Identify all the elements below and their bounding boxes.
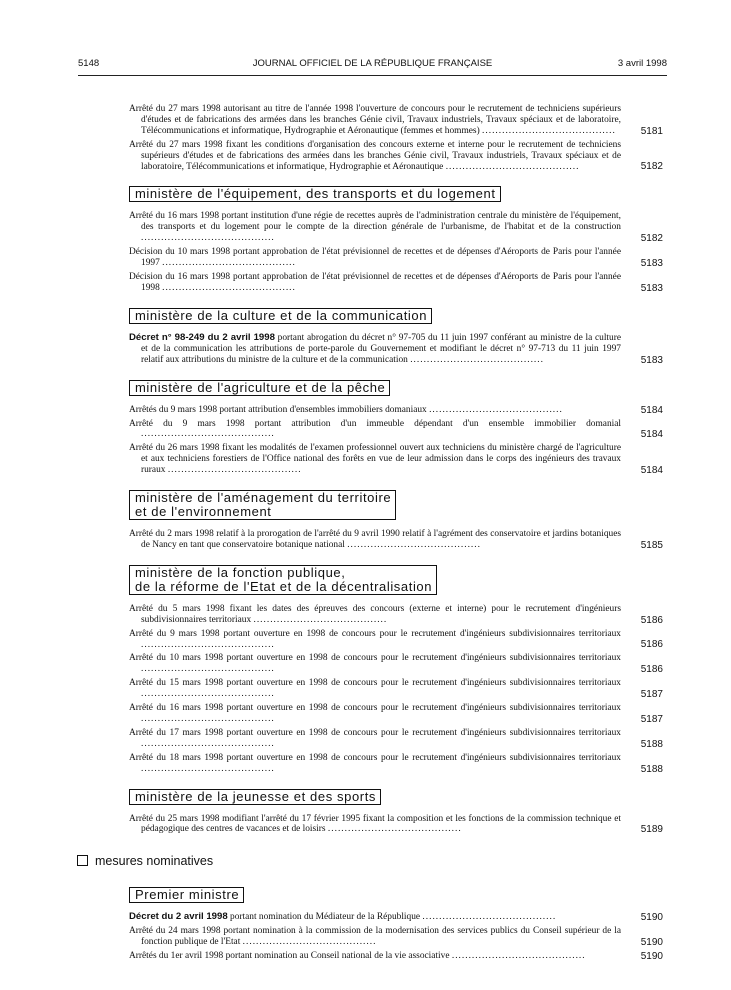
toc-entry <box>129 405 663 416</box>
dot-leader: ........................................ <box>327 824 462 835</box>
entry-title: portant abrogation du décret n° 97-705 du 11 juin 1997 conférant au ministre de la culture et de la communication les attributions de porte-parole du Gouvernement et modifiant le décret n° 97-713 du 11 juin 1997 relatif aux attributions du ministre de la culture et de la communication <box>141 332 621 365</box>
entry-text <box>129 272 621 294</box>
issue-date: 3 avril 1998 <box>617 58 667 69</box>
entry-text <box>129 211 621 244</box>
entry-text <box>129 333 621 366</box>
ministry-heading-line: et de l'environnement <box>135 504 272 520</box>
entry-lead: Décret du 2 avril 1998 <box>129 912 228 923</box>
dot-leader: ........................................ <box>429 404 563 415</box>
entry-title: Arrêté du 2 mars 1998 relatif à la prorogation de l'arrêté du 9 avril 1990 relatif à l'agrément des conservatoire et jardins botaniques de Nancy en tant que conservatoire botanique national <box>129 529 621 550</box>
ministry-heading <box>129 789 381 805</box>
toc-entry <box>129 753 663 775</box>
entry-page-number: 5182 <box>640 161 663 173</box>
entry-text <box>129 728 621 750</box>
entry-title: Décision du 10 mars 1998 portant approbation de l'état prévisionnel de recettes et de dépenses d'Aéroports de Paris pour l'année 1997 <box>129 247 621 269</box>
entry-text <box>129 678 621 700</box>
table-of-contents <box>129 104 663 838</box>
toc-entry <box>129 443 663 476</box>
toc-entry <box>129 211 663 244</box>
section-title: mesures nominatives <box>95 854 214 868</box>
entry-page-number: 5184 <box>640 465 663 477</box>
toc-entry <box>129 814 663 836</box>
entry-title: portant nomination du Médiateur de la République <box>227 912 423 923</box>
ministry-heading <box>129 308 432 324</box>
entry-page-number: 5190 <box>640 950 663 962</box>
toc-entry <box>129 604 663 626</box>
dot-leader: ........................................ <box>242 936 377 947</box>
toc-entry <box>129 926 663 948</box>
entry-title: Arrêté du 9 mars 1998 portant ouverture en 1998 de concours pour le recrutement d'ingénieurs subdivisionnaires territoriaux <box>129 628 621 639</box>
entry-title: Arrêté du 16 mars 1998 portant ouverture en 1998 de concours pour le recrutement d'ingénieurs subdivisionnaires territoriaux <box>129 703 621 714</box>
entry-text <box>129 814 621 836</box>
entry-lead: Décret n° 98-249 du 2 avril 1998 <box>129 332 275 343</box>
dot-leader: ........................................ <box>482 125 616 136</box>
entry-title: Arrêté du 15 mars 1998 portant ouverture en 1998 de concours pour le recrutement d'ingénieurs subdivisionnaires territoriaux <box>129 678 621 689</box>
entry-title: Arrêtés du 9 mars 1998 portant attribution d'ensembles immobiliers domaniaux <box>129 404 430 415</box>
toc-entry <box>129 951 663 962</box>
entry-page-number: 5189 <box>640 824 663 836</box>
entry-text <box>129 653 621 675</box>
entry-text <box>129 247 621 269</box>
entry-title: Arrêtés du 1er avril 1998 portant nomination au Conseil national de la vie associative <box>129 950 452 961</box>
toc-entry <box>129 653 663 675</box>
entry-text <box>129 419 621 441</box>
entry-page-number: 5184 <box>640 404 663 416</box>
ministry-heading-line: ministère de l'équipement, des transports et du logement <box>135 186 496 202</box>
dot-leader: ........................................ <box>141 664 275 675</box>
dot-leader: ........................................ <box>410 354 544 365</box>
entry-title: Arrêté du 16 mars 1998 portant institution d'une régie de recettes auprès de l'administration centrale du ministère de l'équipement, des transports et du logement pour le compte de la direction générale de l'urbanisme, de l'habitat et de la construction <box>129 211 621 233</box>
dot-leader: ........................................ <box>253 614 388 625</box>
toc-entry <box>129 629 663 651</box>
entry-page-number: 5183 <box>640 282 663 294</box>
entry-title: Décision du 16 mars 1998 portant approbation de l'état prévisionnel de recettes et de dépenses d'Aéroports de Paris pour l'année 1998 <box>129 271 621 293</box>
toc-entry <box>129 678 663 700</box>
entry-title: Arrêté du 9 mars 1998 portant attribution d'un immeuble dépendant d'un ensemble immobilier domanial <box>129 418 621 429</box>
ministry-heading <box>129 565 437 595</box>
entry-text <box>129 405 621 416</box>
nominative-measures <box>129 876 663 965</box>
dot-leader: ........................................ <box>141 689 275 700</box>
entry-title: Arrêté du 26 mars 1998 fixant les modalités de l'examen professionnel ouvert aux techniciens du ministère chargé de l'agriculture et aux techniciens forestiers de l'Office national des forêts en vue de leur admission dans le corps des ingénieurs des travaux ruraux <box>129 443 621 476</box>
toc-entry <box>129 419 663 441</box>
toc-entry <box>129 333 663 366</box>
entry-page-number: 5185 <box>640 539 663 551</box>
dot-leader: ........................................ <box>162 282 296 293</box>
entry-page-number: 5187 <box>640 689 663 701</box>
entry-page-number: 5188 <box>640 763 663 775</box>
ministry-heading-line: ministère de l'agriculture et de la pêche <box>135 379 386 395</box>
entry-title: Arrêté du 27 mars 1998 autorisant au titre de l'année 1998 l'ouverture de concours pour le recrutement de techniciens supérieurs d'études et de fabrications des armées dans les branches Génie civil, Travaux industriels, Travaux spéciaux et de laboratoire, Télécommunications et informatique, Hydrographie et Aéronautique (femmes et hommes) <box>129 104 621 136</box>
entry-text <box>129 703 621 725</box>
entry-page-number: 5182 <box>640 233 663 245</box>
entry-title: Arrêté du 10 mars 1998 portant ouverture en 1998 de concours pour le recrutement d'ingénieurs subdivisionnaires territoriaux <box>129 653 621 664</box>
entry-page-number: 5183 <box>640 257 663 269</box>
entry-text <box>129 753 621 775</box>
entry-text <box>129 529 621 551</box>
section-heading <box>77 854 213 868</box>
entry-page-number: 5187 <box>640 713 663 725</box>
dot-leader: ........................................ <box>141 738 275 749</box>
entry-title: Arrêté du 5 mars 1998 fixant les dates des épreuves des concours (externe et interne) pour le recrutement d'ingénieurs subdivisionnaires territoriaux <box>129 603 621 625</box>
entry-text <box>129 104 621 137</box>
ministry-heading-line: ministère de la culture et de la communication <box>135 307 428 323</box>
entry-title: Arrêté du 25 mars 1998 modifiant l'arrêté du 17 février 1995 fixant la composition et les fonctions de la commission technique et pédagogique des centres de vacances et de loisirs <box>129 813 621 835</box>
entry-page-number: 5186 <box>640 639 663 651</box>
page-number: 5148 <box>78 58 100 69</box>
toc-entry <box>129 529 663 551</box>
entry-page-number: 5186 <box>640 614 663 626</box>
dot-leader: ........................................ <box>167 465 302 476</box>
dot-leader: ........................................ <box>141 639 275 650</box>
page-header <box>78 58 667 72</box>
toc-entry <box>129 728 663 750</box>
toc-entry <box>129 272 663 294</box>
entry-page-number: 5188 <box>640 738 663 750</box>
entry-text <box>129 443 621 476</box>
toc-entry <box>129 912 663 923</box>
entry-title: Arrêté du 17 mars 1998 portant ouverture en 1998 de concours pour le recrutement d'ingénieurs subdivisionnaires territoriaux <box>129 727 621 738</box>
toc-entry <box>129 703 663 725</box>
ministry-heading-line: de la réforme de l'Etat et de la décentralisation <box>135 578 433 594</box>
entry-title: Arrêté du 18 mars 1998 portant ouverture en 1998 de concours pour le recrutement d'ingénieurs subdivisionnaires territoriaux <box>129 752 621 763</box>
dot-leader: ........................................ <box>451 950 586 961</box>
header-rule <box>78 75 667 76</box>
entry-title: Arrêté du 24 mars 1998 portant nomination à la commission de la modernisation des services publics du Conseil supérieur de la fonction publique de l'Etat <box>129 926 621 947</box>
ministry-heading-line: Premier ministre <box>135 887 240 902</box>
entry-page-number: 5181 <box>640 125 663 137</box>
entry-text <box>129 604 621 626</box>
ministry-heading <box>129 887 244 903</box>
checkbox-square-icon <box>77 855 88 866</box>
dot-leader: ........................................ <box>347 539 481 550</box>
dot-leader: ........................................ <box>162 258 296 269</box>
entry-page-number: 5184 <box>640 429 663 441</box>
dot-leader: ........................................ <box>445 161 580 172</box>
entry-text <box>129 926 621 948</box>
ministry-heading <box>129 186 501 202</box>
entry-text <box>129 912 621 923</box>
entry-text <box>129 951 621 962</box>
dot-leader: ........................................ <box>141 233 275 244</box>
entry-text <box>129 629 621 651</box>
toc-entry <box>129 140 663 173</box>
toc-entry <box>129 247 663 269</box>
toc-entry <box>129 104 663 137</box>
journal-title: JOURNAL OFFICIEL DE LA RÉPUBLIQUE FRANÇAISE <box>252 58 493 69</box>
ministry-heading-line: ministère de la jeunesse et des sports <box>135 788 377 804</box>
entry-title: Arrêté du 27 mars 1998 fixant les conditions d'organisation des concours externe et interne pour le recrutement de techniciens supérieurs d'études et de fabrications des armées dans les branches Génie civil, Travaux industriels, Travaux spéciaux et de laboratoire, Télécommunications et informatique, Hydrographie et Aéronautique <box>129 139 621 172</box>
entry-text <box>129 140 621 173</box>
dot-leader: ........................................ <box>141 763 275 774</box>
ministry-heading <box>129 490 396 520</box>
dot-leader: ........................................ <box>422 912 557 923</box>
dot-leader: ........................................ <box>141 429 275 440</box>
ministry-heading-line: ministère de la fonction publique, <box>135 564 346 580</box>
ministry-heading-line: ministère de l'aménagement du territoire <box>135 490 392 506</box>
entry-page-number: 5186 <box>640 664 663 676</box>
ministry-heading <box>129 380 390 396</box>
entry-page-number: 5190 <box>640 912 663 923</box>
entry-page-number: 5190 <box>640 936 663 948</box>
entry-page-number: 5183 <box>640 354 663 366</box>
dot-leader: ........................................ <box>141 714 275 724</box>
